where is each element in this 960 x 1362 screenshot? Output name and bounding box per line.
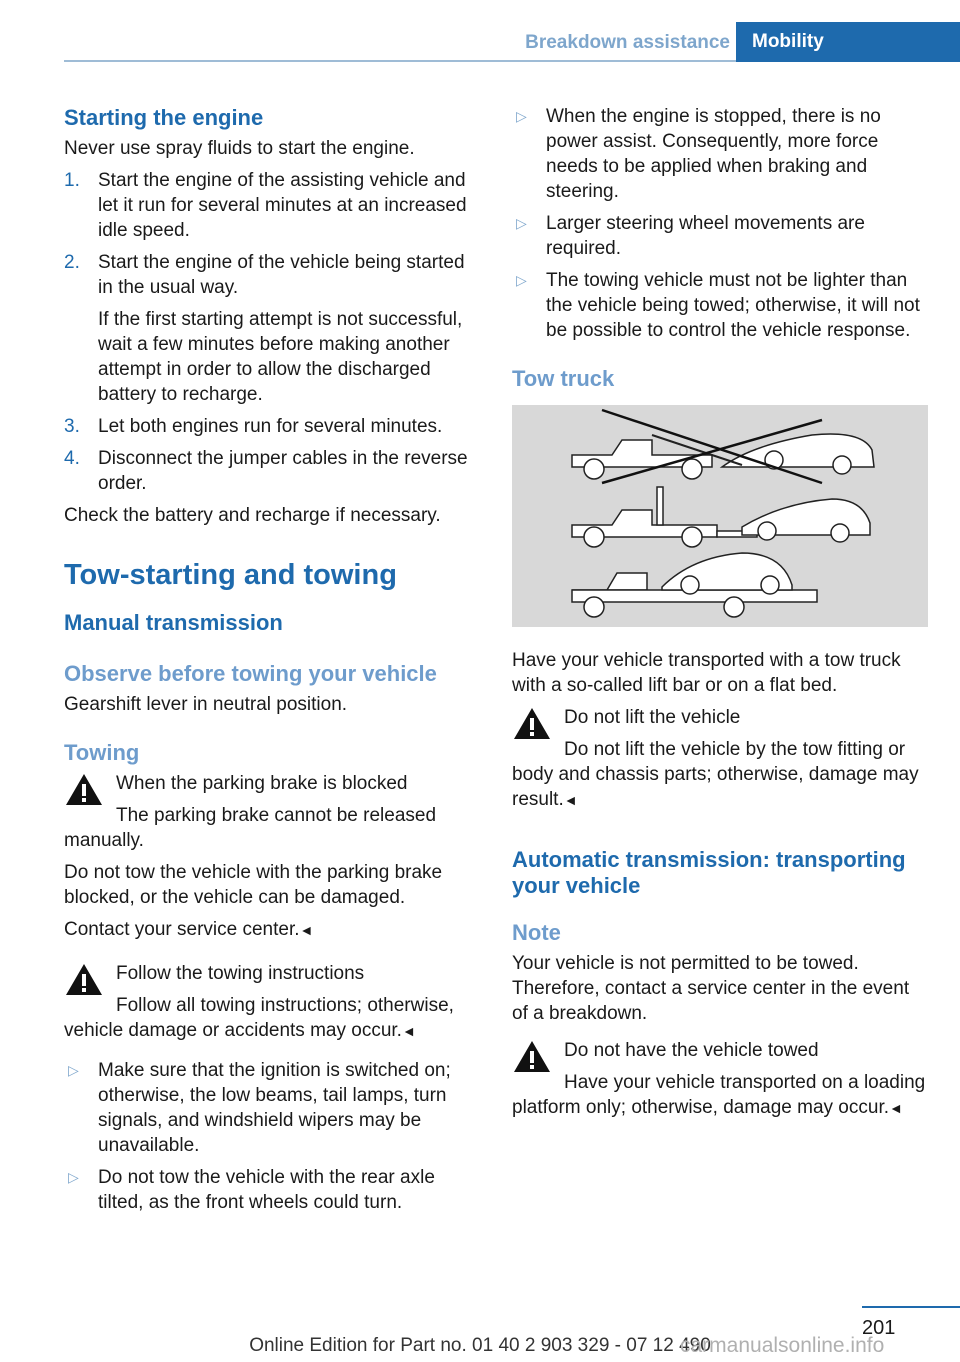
- list-item: [64, 1165, 482, 1215]
- warning-title: Follow the towing instructions: [116, 963, 365, 984]
- step-text: Start the engine of the assisting vehicle and let it run for several minutes at an increased idle speed.: [98, 170, 467, 241]
- warning-icon: [64, 961, 104, 1001]
- end-mark: ◄: [563, 792, 578, 808]
- warning-body: Do not lift the vehicle by the tow fitting or body and chassis parts; otherwise, damage may result.: [512, 739, 919, 810]
- step-number: 2.: [64, 252, 80, 273]
- bullet-text: Make sure that the ignition is switched on; otherwise, the low beams, tail lamps, turn signals, and windshield wipers may be unavailable.: [98, 1060, 451, 1156]
- observe-text: Gearshift lever in neutral position.: [64, 694, 348, 715]
- footer-rule: [862, 1306, 960, 1308]
- warning-do-not-tow: [512, 1038, 930, 1121]
- check-text: Check the battery and recharge if necessary.: [64, 505, 441, 526]
- warning-title: When the parking brake is blocked: [116, 773, 408, 794]
- step-number: 4.: [64, 448, 80, 469]
- warning-body: Have your vehicle transported on a loading platform only; otherwise, damage may occur.: [512, 1072, 926, 1118]
- list-item: [64, 250, 482, 407]
- tow-truck-text: Have your vehicle transported with a tow truck with a so-called lift bar or on a flat bed.: [512, 650, 901, 696]
- page-number: 201: [862, 1317, 896, 1339]
- step-number: 3.: [64, 416, 80, 437]
- note-title: Note: [512, 920, 561, 945]
- step-number: 1.: [64, 170, 80, 191]
- bullet-text: Larger steering wheel movements are required.: [546, 213, 865, 259]
- header-section[interactable]: Breakdown assistance: [525, 32, 730, 53]
- warning-body: Follow all towing instructions; otherwise, vehicle damage or accidents may occur.: [64, 995, 454, 1041]
- bullet-text: When the engine is stopped, there is no power assist. Consequently, more force needs to be applied when braking and steering.: [546, 106, 881, 202]
- bullet-list: [64, 1058, 482, 1215]
- list-item: [512, 104, 930, 204]
- left-column: [64, 104, 482, 1222]
- bullet-arrow-icon: ▷: [516, 272, 527, 288]
- bullet-text: Do not tow the vehicle with the rear axle tilted, as the front wheels could turn.: [98, 1167, 435, 1213]
- watermark: carmanualsonline.info: [680, 1334, 885, 1357]
- tow-truck-title: Tow truck: [512, 366, 615, 391]
- header-tab-mobility[interactable]: Mobility: [736, 22, 960, 62]
- list-item: [512, 268, 930, 343]
- bullet-arrow-icon: ▷: [68, 1169, 79, 1185]
- steps-list: [64, 168, 482, 496]
- warning-paragraph: Contact your service center.: [64, 919, 300, 940]
- warning-parking-brake: [64, 771, 482, 853]
- bullet-arrow-icon: ▷: [68, 1062, 79, 1078]
- bullet-text: The towing vehicle must not be lighter than the vehicle being towed; otherwise, it will not be possible to control the vehicle response.: [546, 270, 920, 341]
- bullet-list: [512, 104, 930, 343]
- right-column: [512, 104, 930, 1128]
- manual-title: Manual transmission: [64, 610, 283, 635]
- warning-towing-instructions: [64, 961, 482, 1044]
- warning-title: Do not have the vehicle towed: [564, 1040, 819, 1061]
- list-item: [64, 1058, 482, 1158]
- step-extra: If the first starting attempt is not successful, wait a few minutes before making another attempt in order to allow the discharged battery to recharge.: [98, 309, 463, 405]
- observe-title: Observe before towing your vehicle: [64, 661, 437, 686]
- tow-main-title: Tow-starting and towing: [64, 559, 397, 591]
- end-mark: ◄: [401, 1023, 416, 1039]
- list-item: [64, 414, 482, 439]
- warning-icon: [64, 771, 104, 811]
- list-item: [64, 168, 482, 243]
- starting-intro: Never use spray fluids to start the engine.: [64, 138, 415, 159]
- header-rule: [64, 60, 736, 62]
- step-text: Let both engines run for several minutes.: [98, 416, 443, 437]
- list-item: [512, 211, 930, 261]
- starting-title: Starting the engine: [64, 105, 264, 130]
- warning-do-not-lift: [512, 705, 930, 813]
- list-item: [64, 446, 482, 496]
- end-mark: ◄: [299, 922, 314, 938]
- end-mark: ◄: [889, 1100, 903, 1116]
- bullet-arrow-icon: ▷: [516, 215, 527, 231]
- warning-paragraph: Do not tow the vehicle with the parking brake blocked, or the vehicle can be damaged.: [64, 862, 443, 908]
- warning-title: Do not lift the vehicle: [564, 707, 741, 728]
- warning-icon: [512, 705, 552, 745]
- step-text: Start the engine of the vehicle being started in the usual way.: [98, 252, 465, 298]
- warning-icon: [512, 1038, 552, 1078]
- step-text: Disconnect the jumper cables in the reverse order.: [98, 448, 468, 494]
- note-text: Your vehicle is not permitted to be towed. Therefore, contact a service center in the event of a breakdown.: [512, 953, 910, 1024]
- tow-truck-illustration: [512, 405, 928, 627]
- warning-body: The parking brake cannot be released manually.: [64, 805, 437, 851]
- footer-edition: Online Edition for Part no. 01 40 2 903 329 - 07 12 490: [249, 1335, 711, 1356]
- bullet-arrow-icon: ▷: [516, 108, 527, 124]
- auto-transmission-title: Automatic transmission: transporting your vehicle: [512, 847, 906, 898]
- towing-title: Towing: [64, 740, 140, 765]
